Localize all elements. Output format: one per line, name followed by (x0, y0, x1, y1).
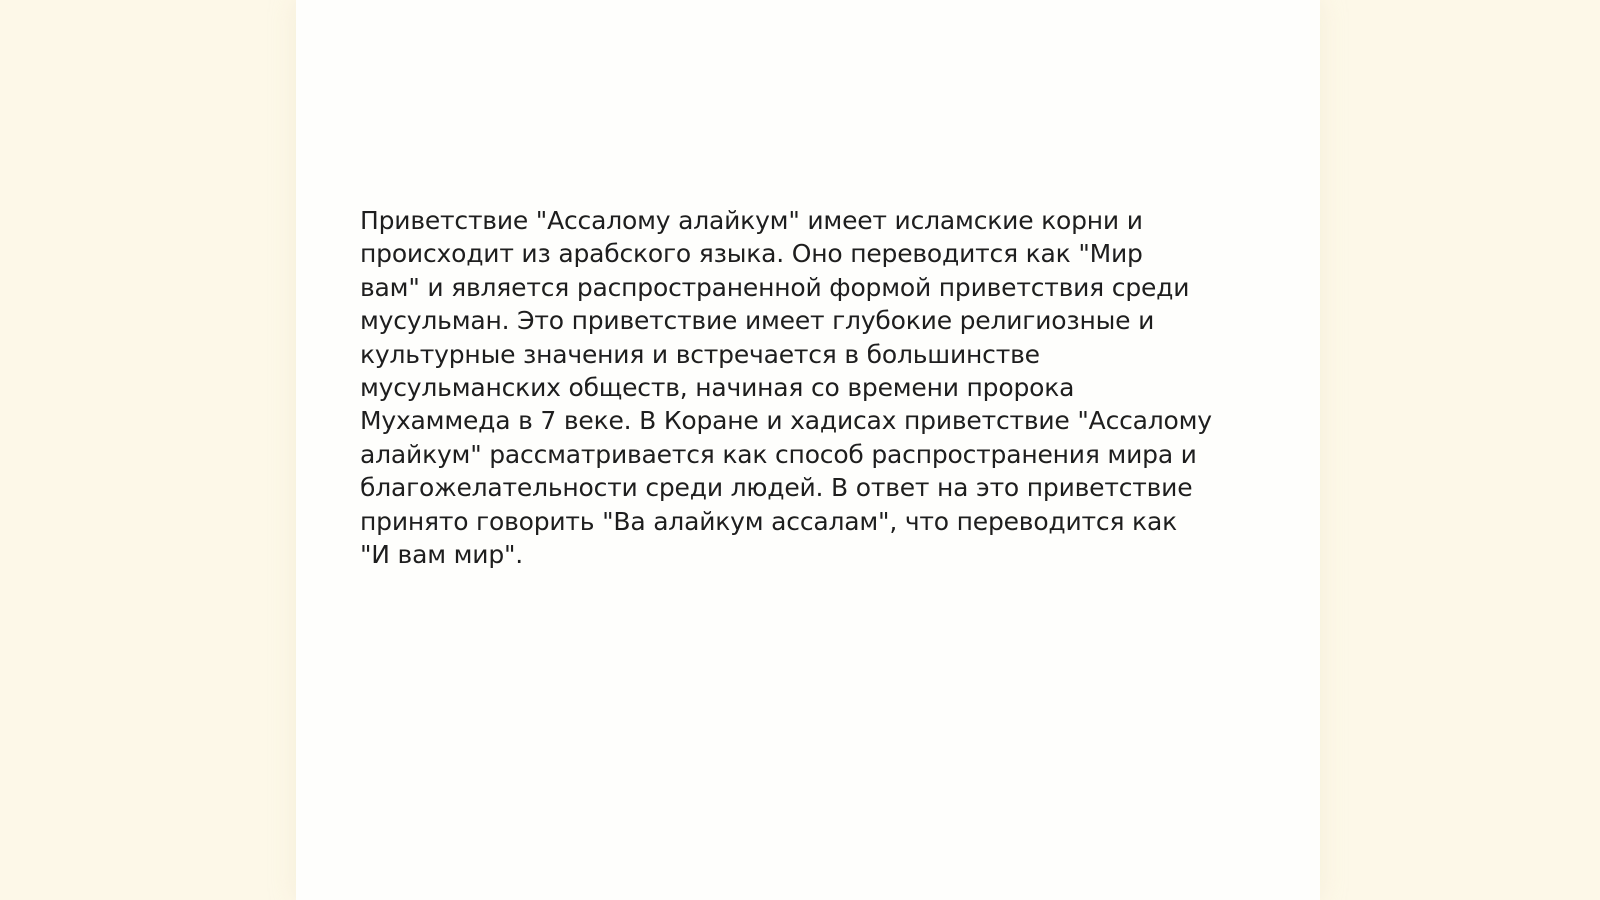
text-line: Приветствие "Ассалому алайкум" имеет исламские корни и (360, 206, 1143, 235)
text-line: "И вам мир". (360, 540, 524, 570)
text-line: Мухаммеда в 7 веке. В Коране и хадисах приветствие "Ассалому (360, 406, 1212, 436)
text-line: принято говорить "Ва алайкум ассалам", что переводится как (360, 506, 1177, 536)
text-line: происходит из арабского языка. Оно переводится как "Мир (360, 239, 1143, 269)
text-line: благожелательности среди людей. В ответ на это приветствие (360, 473, 1193, 503)
text-line: мусульман. Это приветствие имеет глубокие религиозные и (360, 306, 1155, 336)
document-sheet (296, 0, 1320, 900)
text-line: алайкум" рассматривается как способ распространения мира и (360, 439, 1197, 469)
text-line: мусульманских обществ, начиная со времени пророка (360, 373, 1075, 403)
text-line: культурные значения и встречается в большинстве (360, 339, 1040, 369)
body-paragraph (360, 204, 1260, 571)
text-line: вам" и является распространенной формой приветствия среди (360, 272, 1190, 302)
